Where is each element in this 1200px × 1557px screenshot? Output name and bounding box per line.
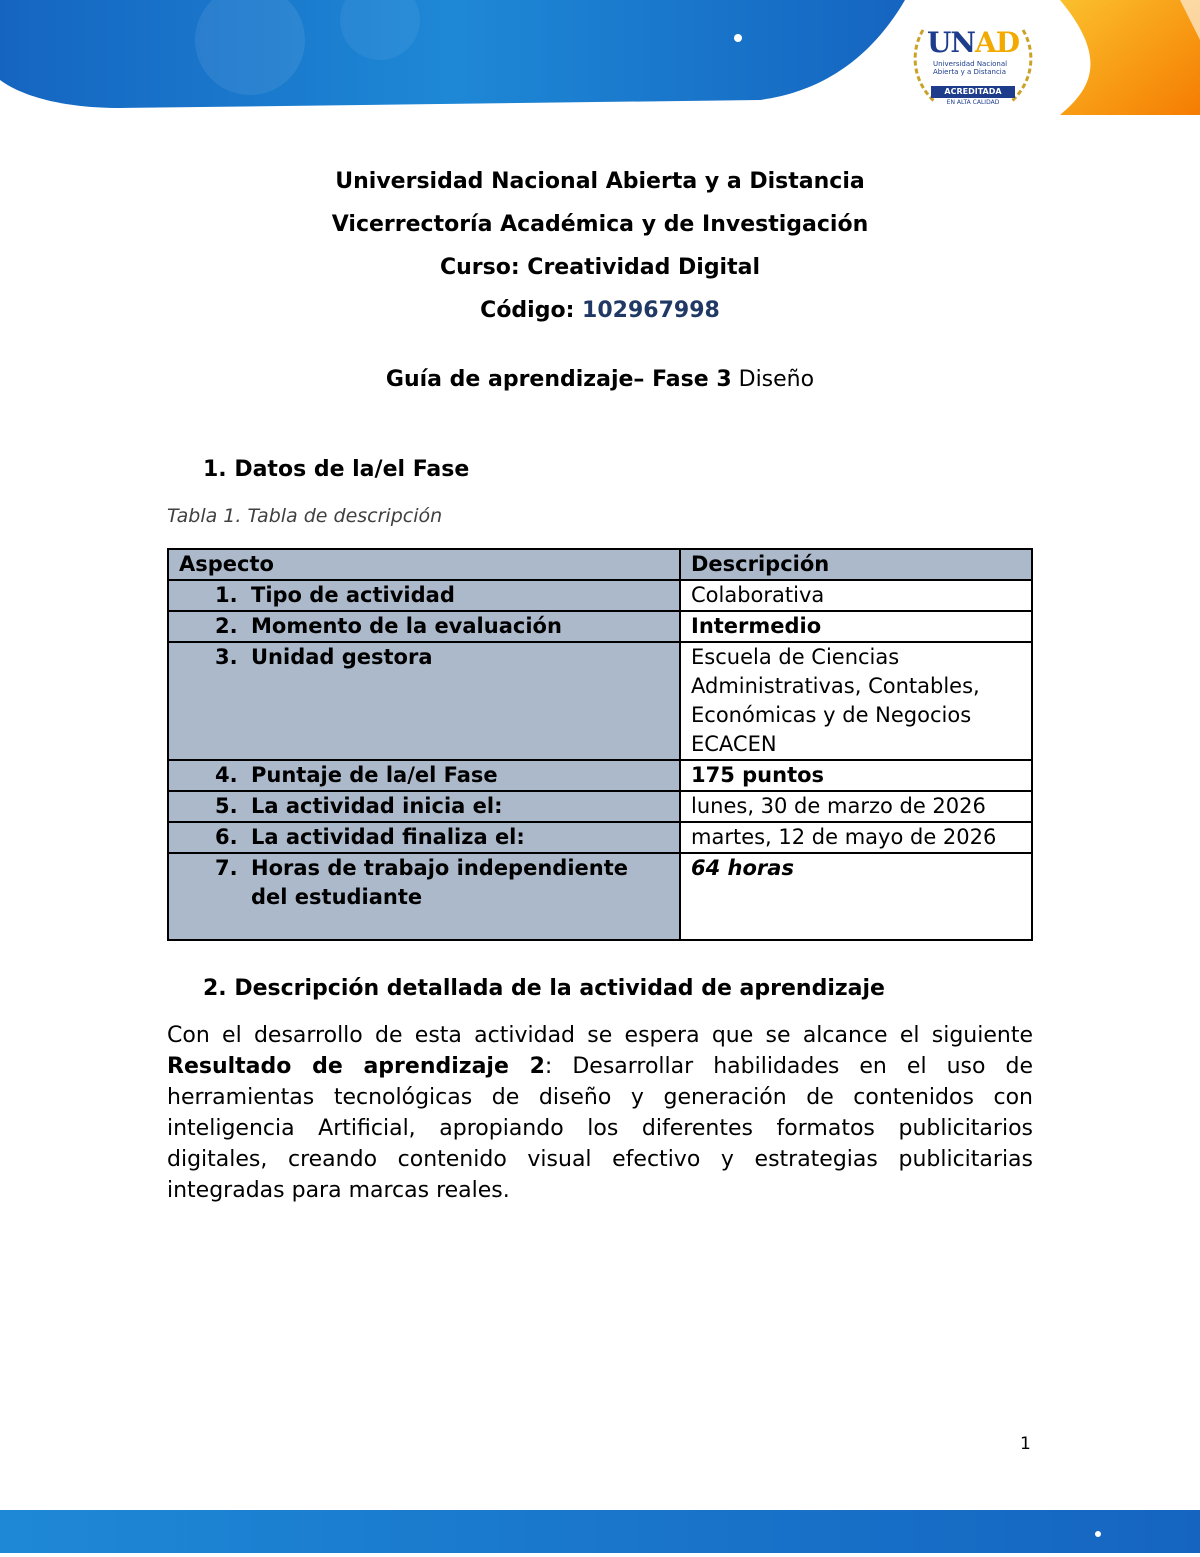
logo-badge-caption: EN ALTA CALIDAD — [946, 99, 1000, 106]
table-row — [168, 760, 1032, 791]
value-cell: 175 puntos — [680, 760, 1032, 791]
guide-title: Guía de aprendizaje– Fase 3 Diseño — [385, 367, 815, 392]
logo-badge: ACREDITADA — [931, 86, 1015, 98]
aspect-cell: 2. Momento de la evaluación — [168, 611, 680, 642]
aspect-cell: 6. La actividad finaliza el: — [168, 822, 680, 853]
value-cell: Intermedio — [680, 611, 1032, 642]
value-cell: Colaborativa — [680, 580, 1032, 611]
footer-graphic — [0, 1510, 1200, 1553]
learning-outcome-paragraph: Con el desarrollo de esta actividad se espera que se alcance el siguiente Resultado de aprendizaje 2: Desarrollar habilidades en el uso de herramientas tecnológicas de diseño y generación de contenidos con inteligencia Artificial, apropiando los diferentes formatos publicitarios digitales, creando contenido visual efectivo y estrategias publicitarias integradas para marcas reales. — [167, 1023, 1033, 1203]
table-row — [168, 580, 1032, 611]
university-title: Universidad Nacional Abierta y a Distancia — [335, 169, 865, 194]
aspect-cell: 5. La actividad inicia el: — [168, 791, 680, 822]
table-row — [168, 642, 1032, 760]
section-2-heading: 2. Descripción detallada de la actividad de aprendizaje — [203, 976, 885, 1001]
unad-logo — [905, 10, 1041, 110]
header-descripcion: Descripción — [680, 549, 1032, 580]
course-title: Curso: Creatividad Digital — [439, 255, 761, 280]
table-row — [168, 853, 1032, 940]
value-cell: 64 horas — [680, 853, 1032, 940]
table-caption: Tabla 1. Tabla de descripción — [167, 505, 443, 527]
table-row — [168, 791, 1032, 822]
course-code: Código: 102967998 — [480, 298, 720, 323]
section-1-heading: 1. Datos de la/el Fase — [203, 457, 470, 482]
learning-outcome-label: Resultado de aprendizaje 2 — [167, 1054, 545, 1079]
vicerrectoria-title: Vicerrectoría Académica y de Investigación — [331, 212, 869, 237]
table-header-row — [168, 549, 1032, 580]
header-banner — [0, 0, 1200, 115]
table-row — [168, 822, 1032, 853]
value-cell: Escuela de Ciencias Administrativas, Contables, Económicas y de Negocios ECACEN — [680, 642, 1032, 760]
title-block — [0, 165, 1200, 337]
course-code-value: 102967998 — [582, 298, 720, 323]
logo-wordmark: UNAD — [927, 26, 1020, 59]
aspect-cell: 7. Horas de trabajo independiente del estudiante — [168, 853, 680, 940]
aspect-cell: 3. Unidad gestora — [168, 642, 680, 760]
aspect-cell: 4. Puntaje de la/el Fase — [168, 760, 680, 791]
page-number: 1 — [1020, 1434, 1031, 1454]
footer-banner — [0, 1510, 1200, 1553]
table-row — [168, 611, 1032, 642]
value-cell: lunes, 30 de marzo de 2026 — [680, 791, 1032, 822]
aspect-cell: 1. Tipo de actividad — [168, 580, 680, 611]
logo-subtitle: Universidad Nacional Abierta y a Distancia — [933, 60, 1008, 76]
description-table — [167, 548, 1033, 941]
value-cell: martes, 12 de mayo de 2026 — [680, 822, 1032, 853]
header-aspect: Aspecto — [168, 549, 680, 580]
